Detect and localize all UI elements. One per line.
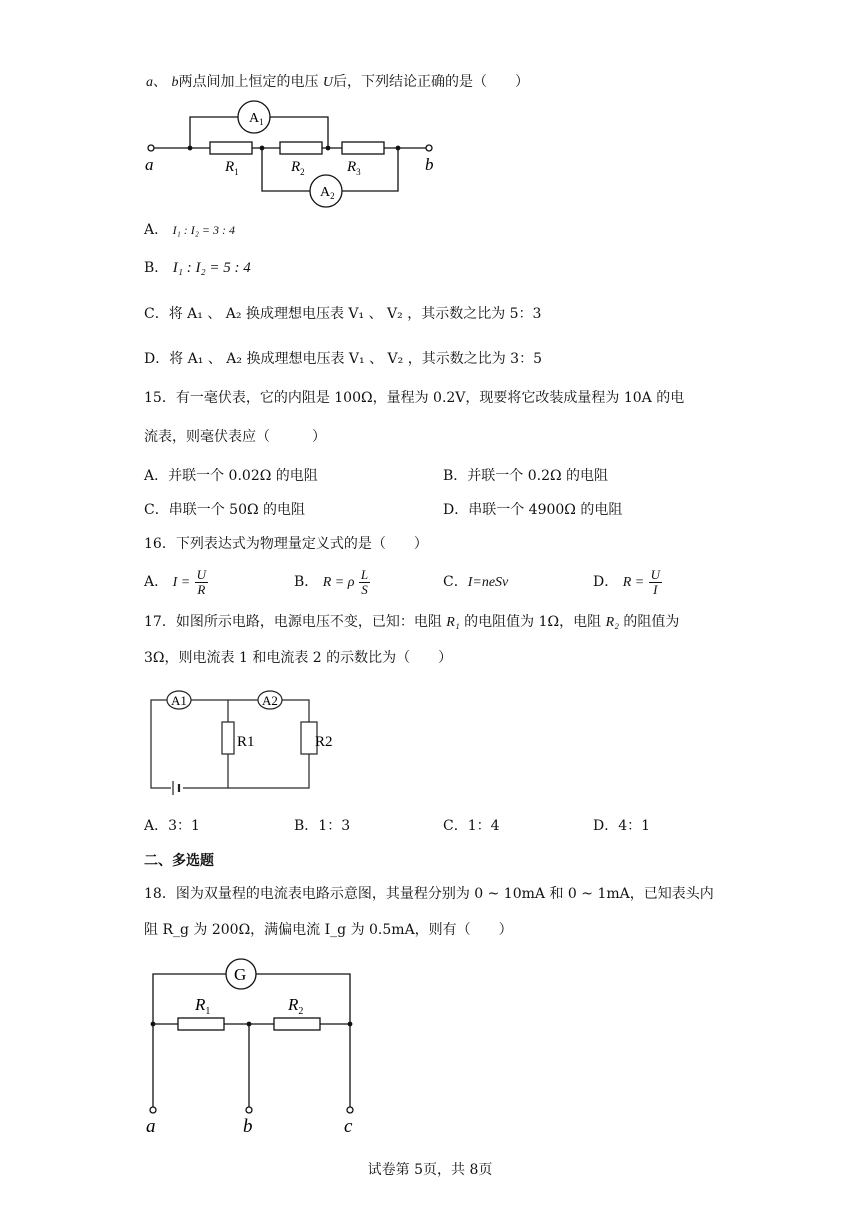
q16-option-b-fraction: $\frac{L}{S}$ [360,566,369,597]
q16-option-a-lhs: I = [172,575,191,590]
q18-stem-line1: 18．图为双量程的电流表电路示意图，其量程分别为 0 ~ 10mA 和 0 ~ 1mA，已知表头内 [144,886,714,902]
q14-terminal-a [148,145,154,151]
q17-battery [171,781,183,795]
q14-option-a-math: I₁ : I₂ = 3 : 4 [172,223,236,237]
q16-option-b[interactable] [294,564,370,601]
q14-option-d[interactable]: D．将 A₁ 、 A₂ 换成理想电压表 V₁ 、 V₂ ，其示数之比为 3：5 [144,351,542,367]
q14-stem-end: 后，下列结论正确的是（ ） [333,74,530,90]
q17-stem-line1 [144,612,679,633]
q14-a1-label: $A_1$ [249,111,264,127]
q17-stem-line2: 3Ω，则电流表 1 和电流表 2 的示数比为（ ） [144,650,453,666]
page-footer: 试卷第 5页，共 8页 [367,1162,493,1178]
q17-r2-label: R2 [315,734,333,750]
q18-circuit-diagram [140,958,360,1138]
q17-var-r2: R₂ [605,615,619,630]
q18-r1-resistor [178,1018,224,1030]
q15-option-b[interactable]: B．并联一个 0.2Ω 的电阻 [443,468,609,484]
q17-r1-label: R1 [237,734,255,750]
q15-option-c[interactable]: C．串联一个 50Ω 的电阻 [144,502,306,518]
q16-option-b-lhs: R = ρ [322,575,355,590]
q14-r1-resistor [210,142,252,154]
q16-option-a[interactable] [144,564,208,601]
q14-stem [146,72,529,93]
q16-option-c-expr: I=neSv [467,575,509,590]
q14-r2-resistor [280,142,322,154]
q18-term-b-label: b [243,1116,253,1137]
q14-a2-label: $A_2$ [320,185,335,201]
q14-r3-resistor [342,142,384,154]
q14-var-a: a [146,75,153,90]
q17-option-d[interactable]: D．4：1 [593,818,651,834]
q17-circuit-diagram [145,688,335,798]
q17-a1-label: A1 [171,693,187,708]
section-heading-multi-choice: 二、多选题 [144,853,214,869]
q16-stem: 16．下列表达式为物理量定义式的是（ ） [144,536,428,552]
q18-stem-line2: 阻 R_g 为 200Ω，满偏电流 I_g 为 0.5mA，则有（ ） [144,922,513,938]
q17-r1-resistor [222,722,234,754]
q18-r1-label: $R_1$ [195,995,211,1017]
q14-option-c[interactable]: C．将 A₁ 、 A₂ 换成理想电压表 V₁ 、 V₂ ，其示数之比为 5：3 [144,306,542,322]
q14-stem-mid: 两点间加上恒定的电压 [178,74,319,90]
q14-option-b[interactable] [144,258,251,278]
q18-terminal-a [150,1107,156,1113]
q16-option-d-fraction: $\frac{U}{I}$ [650,566,661,597]
q14-var-U: U [322,75,334,90]
q18-term-a-label: a [146,1116,156,1137]
q14-node-a-label: a [145,155,154,174]
q14-terminal-b [426,145,432,151]
q14-option-b-letter: B． [144,260,169,276]
q18-r2-label: $R_2$ [288,995,304,1017]
q14-var-b: b [171,75,179,90]
q16-option-c[interactable] [443,564,508,601]
q14-option-a[interactable] [144,220,235,240]
q18-term-c-label: c [344,1116,353,1137]
q14-circuit-diagram [140,100,440,200]
q14-option-a-letter: A． [144,222,169,238]
q16-option-a-letter: A． [144,574,169,590]
q18-g-label: G [234,965,247,984]
q16-option-a-fraction: $\frac{U}{R}$ [196,566,207,597]
q17-stem-part1: 17．如图所示电路，电源电压不变，已知：电阻 [144,614,447,630]
q15-option-d[interactable]: D．串联一个 4900Ω 的电阻 [443,502,623,518]
q14-node-b-label: b [425,155,434,174]
q16-option-d-letter: D． [593,574,619,590]
q18-terminal-c [347,1107,353,1113]
q16-option-c-letter: C． [443,574,468,590]
q16-option-d-lhs: R = [622,575,645,590]
q14-option-b-math: I₁ : I₂ = 5 : 4 [172,260,251,276]
q17-option-b[interactable]: B．1：3 [294,818,351,834]
q17-stem-part3: 的阻值为 [618,614,680,630]
q14-r1-label: $R_1$ [225,159,239,177]
q17-option-a[interactable]: A．3：1 [144,818,200,834]
q18-terminal-b [246,1107,252,1113]
q14-r3-label: $R_3$ [347,159,361,177]
q16-option-d[interactable] [593,564,662,601]
q14-sep: 、 [153,74,167,90]
q16-option-b-letter: B． [294,574,319,590]
q15-stem-line1: 15．有一毫伏表，它的内阻是 100Ω，量程为 0.2V，现要将它改装成量程为 10A 的电 [144,390,685,406]
q17-option-c[interactable]: C．1：4 [443,818,500,834]
q17-var-r1: R₁ [446,615,460,630]
q17-stem-part2: 的电阻值为 1Ω，电阻 [459,614,606,630]
q18-r2-resistor [274,1018,320,1030]
q17-a2-label: A2 [262,693,278,708]
q15-option-a[interactable]: A．并联一个 0.02Ω 的电阻 [144,468,318,484]
q14-r2-label: $R_2$ [291,159,305,177]
q15-stem-line2: 流表，则毫伏表应（ ） [144,429,326,445]
